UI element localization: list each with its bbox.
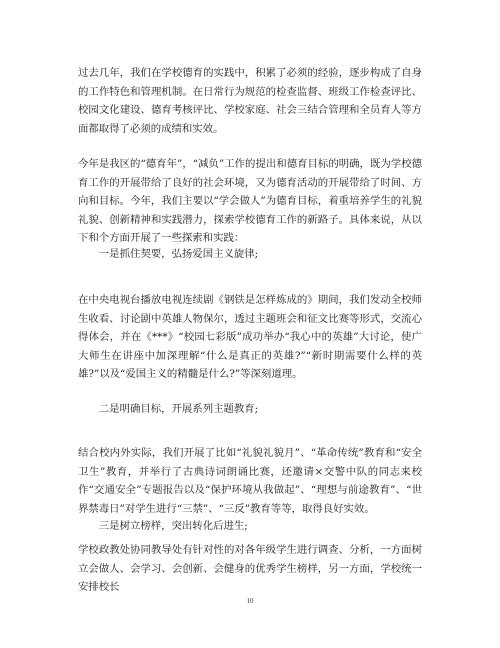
paragraph-past-years: 过去几年，我们在学校德育的实践中，积累了必须的经验，逐步构成了自身的工作特色和管理机制。在日常行为规范的检查监督、班级工作检查评比、校园文化建设、德育考核评比、学校家庭、社会三结合管理和全员育人等方面都取得了必须的成绩和实效。 — [78, 67, 422, 135]
paragraph-student-survey: 学校政教处协同教导处有针对性的对各年级学生进行调查、分析，一方面树立会做人、会学习、会创新、会健身的优秀学生榜样，另一方面，学校统一安排校长 — [78, 544, 422, 594]
page-number: 10 — [246, 597, 254, 605]
paragraph-hero-discussion: 在中央电视台播放电视连续剧《钢铁是怎样炼成的》期间，我们发动全校师生收看、讨论剧中英雄人物保尔，透过主题班会和征文比赛等形式，交流心得体会，并在《***》“校园七彩版”成功举办“我心中的英雄”大讨论，使广大师生在讲座中加深理解“什么是真正的英雄?”“新时期需要什么样的英雄?”以及“爱国主义的精髓是什么?”等深刻道理。 — [78, 294, 422, 381]
section-heading-themed-education: 二是明确目标，开展系列主题教育; — [98, 403, 259, 415]
paragraph-moral-year: 今年是我区的“德育年”，“减负”工作的提出和德育目标的明确，既为学校德育工作的开展带给了良好的社会环境，又为德育活动的开展带给了时间、方向和目标。今年，我们主要以“学会做人”为德育目标，着重培养学生的礼貌礼貌、创新精神和实践潜力，探索学校德育工作的新路子。具体来说，从以下和个方面开展了一些探索和实践： — [78, 158, 422, 245]
section-heading-patriotism: 一是抓住契要，弘扬爱国主义旋律; — [98, 248, 259, 260]
section-heading-role-models: 三是树立榜样，突出转化后进生; — [98, 520, 248, 532]
paragraph-campus-activities: 结合校内外实际，我们开展了比如“礼貌礼貌月”、“革命传统”教育和“安全卫生”教育，并举行了古典诗词朗诵比赛，还邀请×交警中队的同志来校作“交通安全”专题报告以及“保护环境从我做起”、“理想与前途教育”、“世界禁毒日”对学生进行“三禁”、“三反”教育等等，取得良好实效。 — [78, 447, 422, 515]
